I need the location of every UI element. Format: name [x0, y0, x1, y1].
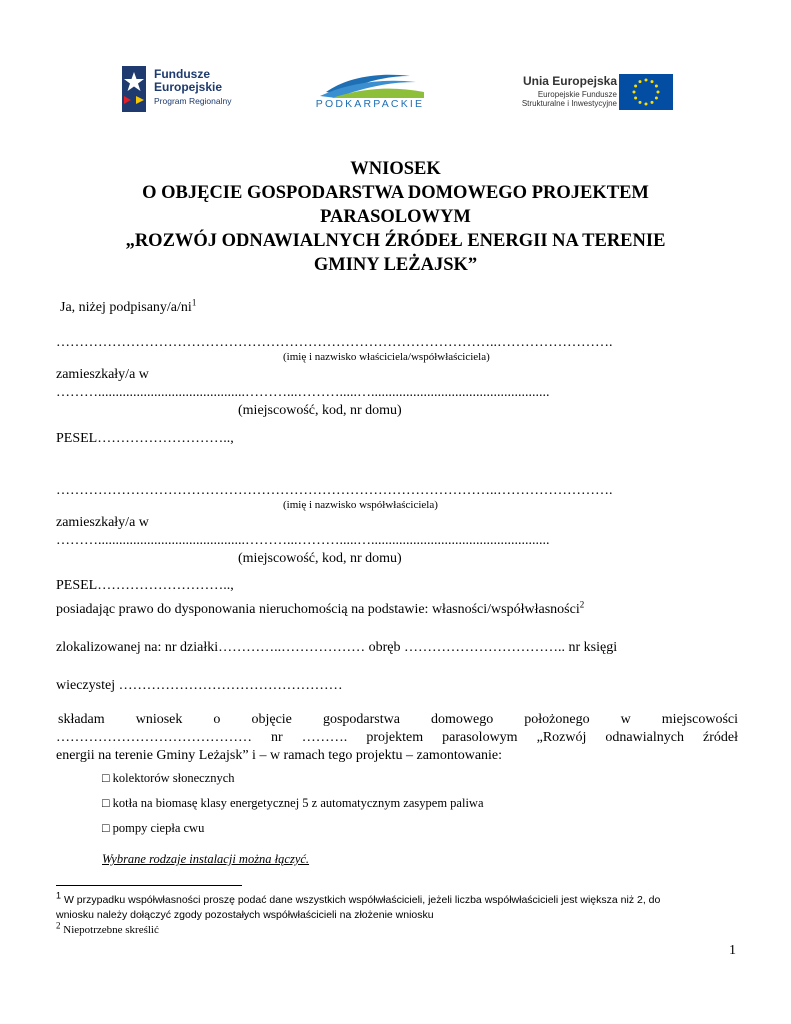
footnote-2	[56, 920, 159, 937]
title-line-1: WNIOSEK	[350, 159, 441, 179]
footnote-1-number: 1	[56, 890, 62, 901]
fe-line1: Fundusze	[154, 67, 210, 81]
title-line-5: GMINY LEŻAJSK”	[313, 255, 478, 275]
declaration-line-1: składam wniosek o objęcie gospodarstwa domowego położonego w miejscowości	[58, 712, 738, 727]
address-label-1: (miejscowość, kod, nr domu)	[238, 403, 402, 418]
footnote-2-number: 2	[56, 920, 61, 931]
combine-note: Wybrane rodzaje instalacji można łączyć.	[102, 852, 310, 866]
ownership-text: posiadając prawo do dysponowania nieruchomością na podstawie: własności/współwłasności$^2$	[56, 599, 585, 617]
name-owner-field[interactable]: …………………………………………………………………………………..…………………….	[56, 335, 613, 350]
address-label-2: (miejscowość, kod, nr domu)	[238, 551, 402, 566]
footnote-ref-1: 1	[191, 297, 197, 308]
logo-podkarpackie	[306, 70, 434, 112]
pesel-field-2[interactable]: PESEL………………………..,	[56, 578, 234, 593]
declaration-line-3: energii na terenie Gminy Leżajsk” i – w ramach tego projektu – zamontowanie:	[56, 748, 503, 763]
name-owner-label: (imię i nazwisko właściciela/współwłaściciela)	[283, 351, 490, 363]
option-heat-pump[interactable]: □ pompy ciepła cwu	[102, 821, 205, 835]
footnote-2-text: Niepotrzebne skreślić	[63, 924, 159, 936]
title-line-4: „ROZWÓJ ODNAWIALNYCH ŹRÓDEŁ ENERGII NA TERENIE	[125, 231, 666, 251]
name-coowner-field[interactable]: …………………………………………………………………………………..…………………….	[56, 483, 613, 498]
logo-fundusze-europejskie	[118, 66, 248, 114]
address-field-1[interactable]: ………..........................................………...……….....…...................................................	[56, 385, 550, 400]
page-number: 1	[729, 943, 736, 958]
fe-line3: Program Regionalny	[154, 96, 232, 106]
option-solar-collectors[interactable]: □ kolektorów słonecznych	[102, 771, 235, 785]
name-coowner-label: (imię i nazwisko współwłaściciela)	[283, 499, 438, 511]
logo-unia-europejska	[508, 72, 673, 112]
footnote-1	[56, 890, 661, 907]
resident-label-2: zamieszkały/a w	[56, 515, 149, 530]
ue-line1: Europejskie Fundusze	[537, 90, 617, 99]
registry-line[interactable]: wieczystej …………………………………………	[56, 678, 343, 693]
podkarpackie-swoosh-icon	[306, 70, 434, 98]
resident-label-1: zamieszkały/a w	[56, 367, 149, 382]
title-line-2: O OBJĘCIE GOSPODARSTWA DOMOWEGO PROJEKTEM	[142, 183, 649, 203]
ue-line2: Strukturalne i Inwestycyjne	[521, 99, 617, 108]
footnote-1-continuation: wniosku należy dołączyć zgody pozostałych współwłaścicieli na złożenie wniosku	[56, 909, 434, 921]
footnote-separator	[56, 885, 242, 886]
location-line[interactable]: zlokalizowanej na: nr działki…………..……………… obręb …………………………….. nr księgi	[56, 640, 618, 655]
podkarpackie-text: PODKARPACKIE	[315, 98, 425, 110]
pesel-field-1[interactable]: PESEL………………………..,	[56, 431, 234, 446]
footnote-ref-2: 2	[579, 599, 585, 610]
fundusze-europejskie-emblem-icon	[118, 66, 150, 112]
address-field-2[interactable]: ………..........................................………...……….....…...................................................	[56, 533, 550, 548]
intro-text: Ja, niżej podpisany/$a/ni^1$	[60, 297, 197, 315]
footnote-1-text: W przypadku współwłasności proszę podać dane wszystkich współwłaścicieli, jeżeli liczba współwłaścicieli jest większa niż 2, do	[63, 894, 661, 906]
declaration-line-2: …………………………………… nr ………. projektem parasolowym „Rozwój odnawialnych źródeł	[56, 730, 738, 745]
fe-line2: Europejskie	[154, 80, 223, 94]
option-biomass-boiler[interactable]: □ kotła na biomasę klasy energetycznej 5 z automatycznym zasypem paliwa	[102, 796, 484, 810]
eu-flag-icon	[619, 74, 673, 110]
title-line-3: PARASOLOWYM	[320, 207, 471, 227]
ue-title: Unia Europejska	[522, 74, 617, 88]
